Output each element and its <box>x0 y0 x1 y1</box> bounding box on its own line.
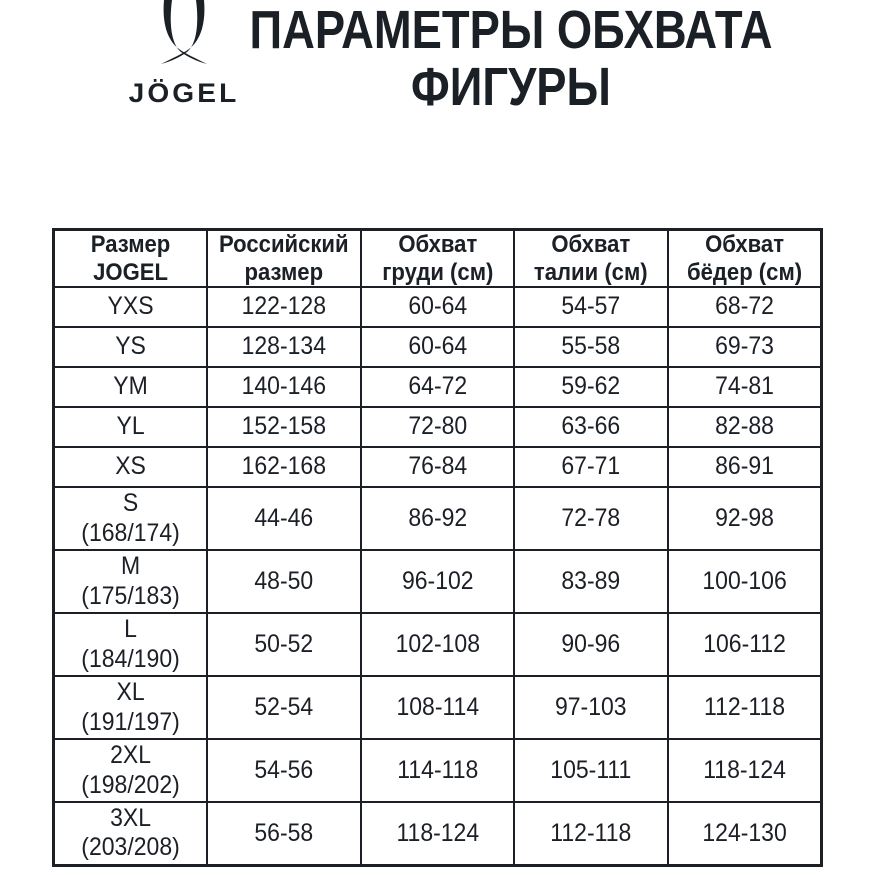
hips-value: 69-73 <box>715 332 774 361</box>
russian-size-value: 52-54 <box>254 692 314 721</box>
table-row <box>54 739 822 802</box>
table-row <box>54 676 822 739</box>
waist-cell <box>514 367 668 407</box>
chest-value: 60-64 <box>408 332 467 361</box>
russian-size-cell <box>207 367 361 407</box>
table-row <box>54 327 822 367</box>
hips-cell <box>668 487 822 550</box>
size-cell <box>54 802 208 865</box>
waist-value: 59-62 <box>561 372 621 401</box>
chest-value: 118-124 <box>396 818 479 847</box>
table-row <box>54 407 822 447</box>
table-row <box>54 613 822 676</box>
page-title <box>205 2 817 115</box>
chest-value: 60-64 <box>408 292 467 321</box>
waist-value: 55-58 <box>561 332 621 361</box>
hips-cell <box>668 367 822 407</box>
waist-cell <box>514 802 668 865</box>
column-header-text: груди (см) <box>381 258 494 286</box>
russian-size-value: 128-134 <box>241 332 327 361</box>
column-header-text: Обхват <box>704 231 784 258</box>
size-chart-table <box>52 228 823 867</box>
chest-value: 102-108 <box>395 629 480 658</box>
hips-cell <box>668 550 822 613</box>
chest-cell <box>361 287 515 327</box>
russian-size-value: 56-58 <box>254 818 314 847</box>
size-label: YXS <box>107 292 154 321</box>
chest-value: 114-118 <box>396 755 478 784</box>
chest-cell <box>361 327 515 367</box>
brand-wordmark: JÖGEL <box>128 78 240 108</box>
waist-value: 105-111 <box>550 755 632 784</box>
russian-size-cell <box>207 676 361 739</box>
column-header-1 <box>207 230 361 288</box>
waist-cell <box>514 676 668 739</box>
chest-value: 108-114 <box>396 692 479 721</box>
russian-size-cell <box>207 327 361 367</box>
russian-size-cell <box>207 447 361 487</box>
hips-value: 92-98 <box>715 503 774 532</box>
size-cell <box>54 367 208 407</box>
size-label: YS <box>115 332 146 361</box>
size-cell <box>54 327 208 367</box>
column-header-text: Российский <box>219 231 349 258</box>
waist-value: 67-71 <box>561 452 621 481</box>
waist-cell <box>514 487 668 550</box>
size-cell <box>54 487 208 550</box>
waist-value: 112-118 <box>550 818 632 847</box>
russian-size-cell <box>207 407 361 447</box>
hips-cell <box>668 327 822 367</box>
column-header-text: JOGEL <box>93 258 168 286</box>
waist-cell <box>514 550 668 613</box>
size-cell <box>54 287 208 327</box>
russian-size-value: 122-128 <box>241 292 327 321</box>
column-header-text: Обхват <box>551 231 631 258</box>
table-row <box>54 447 822 487</box>
russian-size-cell <box>207 487 361 550</box>
waist-cell <box>514 739 668 802</box>
jogel-crossed-ribbons-icon <box>158 0 210 68</box>
russian-size-value: 50-52 <box>254 629 314 658</box>
hips-value: 118-124 <box>703 755 786 784</box>
size-label: L <box>124 615 137 644</box>
size-label: S <box>122 489 139 518</box>
header-row <box>54 230 822 288</box>
size-label: 3XL <box>110 803 152 832</box>
size-cell <box>54 676 208 739</box>
hips-cell <box>668 287 822 327</box>
hips-cell <box>668 739 822 802</box>
hips-cell <box>668 802 822 865</box>
hips-value: 82-88 <box>715 412 774 441</box>
waist-cell <box>514 327 668 367</box>
size-label: YL <box>116 412 145 441</box>
hips-cell <box>668 676 822 739</box>
size-label: XL <box>116 678 145 707</box>
russian-size-value: 162-168 <box>241 452 327 481</box>
waist-cell <box>514 613 668 676</box>
size-cell <box>54 613 208 676</box>
column-header-text: бёдер (см) <box>686 258 803 286</box>
page-title-line2: ФИГУРЫ <box>411 56 611 117</box>
hips-value: 100-106 <box>702 566 787 595</box>
waist-cell <box>514 447 668 487</box>
table-row <box>54 550 822 613</box>
hips-value: 68-72 <box>715 292 774 321</box>
size-label: 2XL <box>110 741 152 770</box>
size-height-note: (198/202) <box>81 770 180 799</box>
waist-cell <box>514 287 668 327</box>
column-header-text: Размер <box>90 231 171 258</box>
size-cell <box>54 739 208 802</box>
russian-size-cell <box>207 550 361 613</box>
russian-size-cell <box>207 613 361 676</box>
size-height-note: (191/197) <box>81 707 180 736</box>
column-header-3 <box>514 230 668 288</box>
waist-value: 72-78 <box>561 503 621 532</box>
size-label: YM <box>113 372 148 401</box>
column-header-text: Обхват <box>398 231 477 258</box>
waist-cell <box>514 407 668 447</box>
chest-cell <box>361 613 515 676</box>
russian-size-cell <box>207 739 361 802</box>
chest-cell <box>361 407 515 447</box>
waist-value: 54-57 <box>561 292 621 321</box>
column-header-text: талии (см) <box>534 258 648 286</box>
size-height-note: (203/208) <box>81 833 180 862</box>
russian-size-value: 54-56 <box>254 755 314 784</box>
column-header-0 <box>54 230 208 288</box>
size-height-note: (175/183) <box>81 581 180 610</box>
table-row <box>54 367 822 407</box>
hips-cell <box>668 407 822 447</box>
waist-value: 63-66 <box>561 412 621 441</box>
hips-value: 74-81 <box>715 372 774 401</box>
table-header <box>54 230 822 288</box>
chest-value: 76-84 <box>408 452 467 481</box>
chest-cell <box>361 739 515 802</box>
table-row <box>54 802 822 865</box>
russian-size-cell <box>207 802 361 865</box>
chest-cell <box>361 367 515 407</box>
hips-cell <box>668 447 822 487</box>
hips-value: 112-118 <box>703 692 785 721</box>
size-cell <box>54 407 208 447</box>
table-row <box>54 287 822 327</box>
waist-value: 90-96 <box>561 629 621 658</box>
russian-size-value: 48-50 <box>254 566 314 595</box>
russian-size-value: 44-46 <box>254 503 314 532</box>
chest-cell <box>361 487 515 550</box>
hips-cell <box>668 613 822 676</box>
size-cell <box>54 550 208 613</box>
column-header-text: размер <box>244 258 324 286</box>
russian-size-value: 140-146 <box>241 372 327 401</box>
size-label: XS <box>115 452 146 481</box>
chest-cell <box>361 802 515 865</box>
hips-value: 106-112 <box>703 629 786 658</box>
column-header-4 <box>668 230 822 288</box>
chest-value: 86-92 <box>408 503 467 532</box>
size-height-note: (184/190) <box>81 644 180 673</box>
russian-size-value: 152-158 <box>241 412 327 441</box>
chest-value: 72-80 <box>408 412 467 441</box>
hips-value: 86-91 <box>715 452 774 481</box>
chest-cell <box>361 447 515 487</box>
chest-value: 96-102 <box>401 566 474 595</box>
hips-value: 124-130 <box>702 818 787 847</box>
column-header-2 <box>361 230 515 288</box>
table-body <box>54 287 822 865</box>
size-height-note: (168/174) <box>81 518 180 547</box>
page-title-line1: ПАРАМЕТРЫ ОБХВАТА <box>249 0 773 60</box>
chest-value: 64-72 <box>408 372 467 401</box>
size-cell <box>54 447 208 487</box>
size-label: M <box>120 552 141 581</box>
chest-cell <box>361 676 515 739</box>
table-row <box>54 487 822 550</box>
russian-size-cell <box>207 287 361 327</box>
waist-value: 83-89 <box>561 566 621 595</box>
waist-value: 97-103 <box>555 692 627 721</box>
chest-cell <box>361 550 515 613</box>
